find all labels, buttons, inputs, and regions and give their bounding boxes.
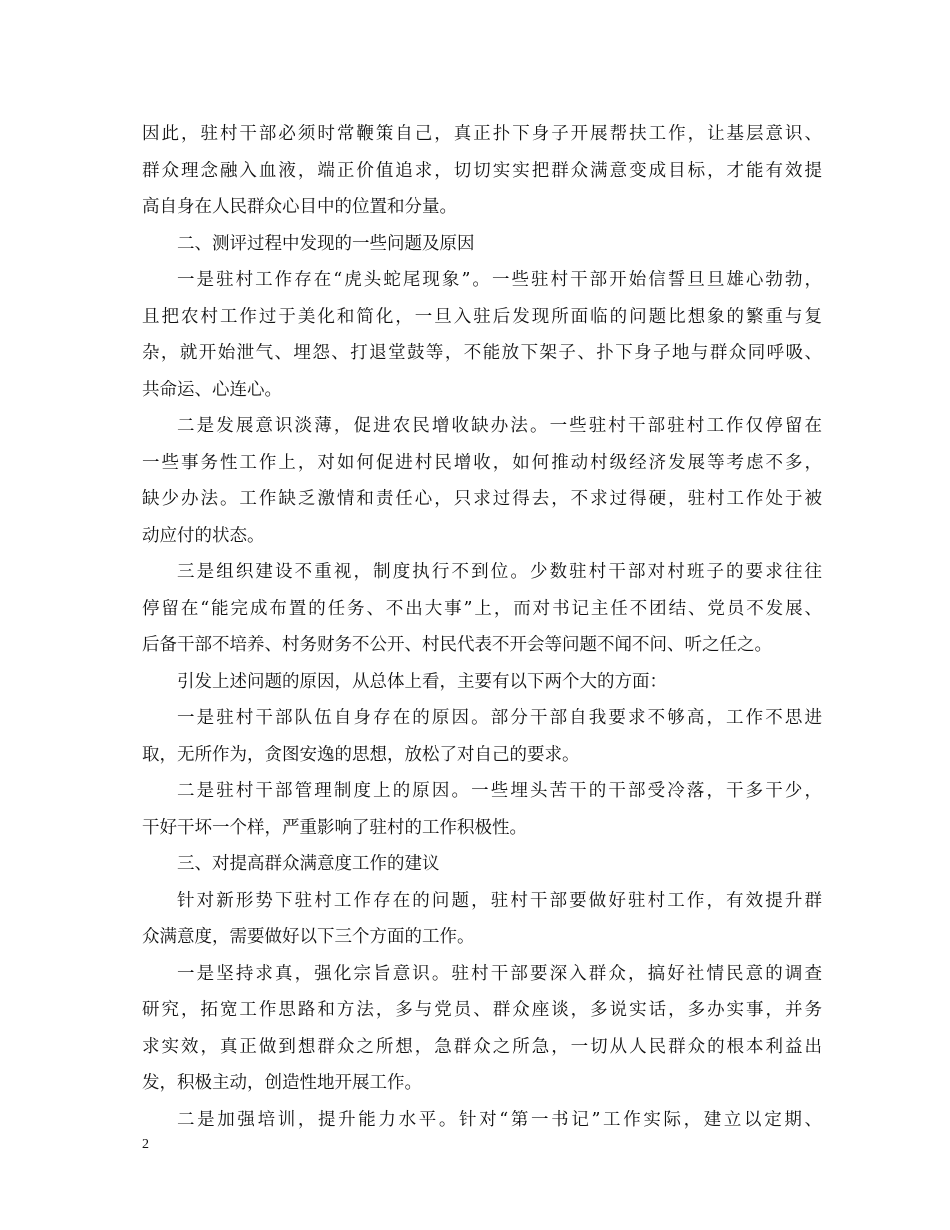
text-line: 动应付的状态。 <box>142 525 265 546</box>
text-line: 且把农村工作过于美化和简化，一旦入驻后发现所面临的问题比想象的繁重与复 <box>142 306 822 327</box>
text-line: 停留在“能完成布置的任务、不出大事”上，而对书记主任不团结、党员不发展、 <box>142 598 822 619</box>
text-line: 一是驻村工作存在“虎头蛇尾现象”。一些驻村干部开始信誓旦旦雄心勃勃， <box>177 270 822 290</box>
document-body <box>142 116 822 1138</box>
text-line: 因此，驻村干部必须时常鞭策自己，真正扑下身子开展帮扶工作，让基层意识、 <box>142 124 822 144</box>
text-line: 研究，拓宽工作思路和方法，多与党员、群众座谈，多说实话，多办实事，并务 <box>142 1000 822 1020</box>
text-line: 求实效，真正做到想群众之所想，急群众之所急，一切从人民群众的根本利益出 <box>142 1036 822 1057</box>
text-line: 群众理念融入血液，端正价值追求，切切实实把群众满意变成目标，才能有效提 <box>142 160 822 181</box>
text-line: 取，无所作为，贪图安逸的思想，放松了对自己的要求。 <box>142 744 580 765</box>
text-line: 二是加强培训，提升能力水平。针对“第一书记”工作实际，建立以定期、 <box>177 1109 822 1130</box>
text-line: 三是组织建设不重视，制度执行不到位。少数驻村干部对村班子的要求往往 <box>177 562 822 582</box>
text-line: 杂，就开始泄气、埋怨、打退堂鼓等，不能放下架子、扑下身子地与群众同呼吸、 <box>142 343 822 363</box>
text-line: 二、测评过程中发现的一些问题及原因 <box>177 233 475 254</box>
text-line: 二是发展意识淡薄，促进农民增收缺办法。一些驻村干部驻村工作仅停留在 <box>177 416 822 436</box>
text-line: 众满意度，需要做好以下三个方面的工作。 <box>142 927 475 947</box>
text-line: 高自身在人民群众心目中的位置和分量。 <box>142 197 457 217</box>
text-line: 一是驻村干部队伍自身存在的原因。部分干部自我要求不够高，工作不思进 <box>177 708 822 728</box>
text-line: 发，积极主动，创造性地开展工作。 <box>142 1073 422 1093</box>
text-line: 一是坚持求真，强化宗旨意识。驻村干部要深入群众，搞好社情民意的调查 <box>177 963 822 984</box>
text-line: 干好干坏一个样，严重影响了驻村的工作积极性。 <box>142 817 527 838</box>
text-line: 共命运、心连心。 <box>142 379 282 400</box>
text-line: 三、对提高群众满意度工作的建议 <box>177 854 440 874</box>
text-line: 二是驻村干部管理制度上的原因。一些埋头苦干的干部受冷落，干多干少， <box>177 781 822 801</box>
text-line: 缺少办法。工作缺乏激情和责任心，只求过得去，不求过得硬，驻村工作处于被 <box>142 489 822 509</box>
text-line: 一些事务性工作上，对如何促进村民增收，如何推动村级经济发展等考虑不多， <box>142 452 822 473</box>
text-line: 针对新形势下驻村工作存在的问题，驻村干部要做好驻村工作，有效提升群 <box>177 890 822 911</box>
page-number: 2 <box>142 1137 149 1152</box>
text-line: 后备干部不培养、村务财务不公开、村民代表不开会等问题不闻不问、听之任之。 <box>142 635 772 655</box>
text-line: 引发上述问题的原因，从总体上看，主要有以下两个大的方面： <box>177 671 667 692</box>
